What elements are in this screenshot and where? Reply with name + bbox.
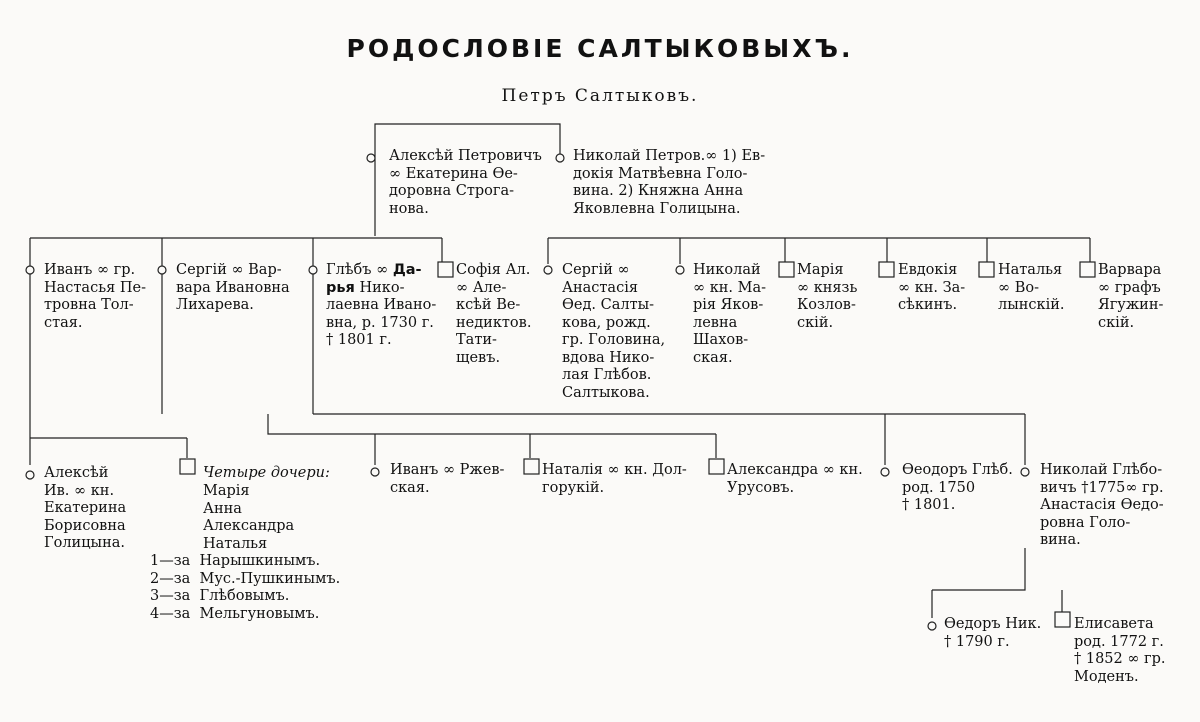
text-line: Голицына. [44, 535, 125, 551]
text-line: лынскій. [998, 297, 1065, 313]
text-line: Александра ∞ кн. [727, 462, 863, 478]
text-line: Алексѣй Петровичъ [389, 148, 542, 164]
text-line: вна, р. 1730 г. [326, 314, 434, 331]
person-natalia-g [542, 462, 687, 497]
text-line: Нико- [354, 279, 405, 296]
text-line: скій. [1098, 314, 1135, 331]
text-line: рія Яков- [693, 297, 764, 313]
male-marker [26, 266, 34, 274]
text-line: Анастасія [562, 279, 638, 296]
person-gleb [326, 262, 436, 350]
text-line: скій. [797, 314, 834, 331]
text-line: † 1790 г. [944, 633, 1010, 650]
text-line: ровна Голо- [1040, 514, 1131, 531]
text-line: Сергій ∞ [562, 262, 630, 278]
text-line: вичъ †1775∞ гр. [1040, 479, 1164, 496]
person-sergei-a [176, 262, 290, 315]
text-line: вара Ивановна [176, 279, 290, 296]
text-line: Наталья [998, 262, 1063, 278]
female-marker [779, 262, 794, 277]
person-nikolai-petrov [573, 148, 765, 218]
person-natalia [998, 262, 1065, 315]
text-line: Борисовна [44, 517, 126, 534]
text-line: стая. [44, 314, 83, 331]
text-line: Варвара [1098, 262, 1162, 278]
person-aleksei-iv [44, 465, 126, 553]
text-line: ∞ графъ [1098, 279, 1161, 296]
text-line: ∞ князь [797, 279, 858, 296]
text-line: 2—за Мус.-Пушкинымъ. [150, 570, 341, 587]
text-line: Екатерина [44, 500, 127, 516]
text-line: Шахов- [693, 332, 749, 348]
text-line: Евдокія [898, 262, 958, 278]
text-line: Сергій ∞ Вар- [176, 262, 282, 278]
text-line: ∞ Але- [456, 279, 507, 296]
text-line: Ягужин- [1098, 297, 1164, 313]
text-line: Марія [797, 262, 844, 278]
text-line: горукій. [542, 479, 605, 496]
text-line: щевъ. [456, 349, 501, 366]
text-line: кова, рожд. [562, 314, 651, 331]
text-line: Козлов- [797, 297, 856, 313]
text-line: Николай Глѣбо- [1040, 462, 1163, 478]
text-line: Ѳедоръ Ник. [944, 616, 1042, 632]
text-line: Лихарева. [176, 297, 254, 313]
text-line: † 1852 ∞ гр. [1074, 651, 1166, 667]
text-line: Алексѣй [44, 465, 109, 481]
text-line: † 1801 г. [326, 332, 392, 348]
female-marker [1080, 262, 1095, 277]
female-marker [709, 459, 724, 474]
text-line: Наталія ∞ кн. Дол- [542, 462, 687, 478]
person-fedor-g [902, 462, 1013, 515]
female-marker [524, 459, 539, 474]
person-elisaveta [1074, 616, 1166, 686]
person-nikolai-g [1040, 462, 1164, 550]
text-line: Иванъ ∞ гр. [44, 262, 136, 278]
person-aleksandra-g [727, 462, 863, 497]
text-line: Анна [203, 500, 242, 517]
male-marker [928, 622, 936, 630]
nikolai-branch-line [548, 238, 1090, 264]
male-marker [367, 154, 375, 162]
text-line: нова. [389, 200, 429, 217]
male-marker [676, 266, 684, 274]
male-marker [309, 266, 317, 274]
person-ivan-g [390, 462, 504, 497]
male-marker [158, 266, 166, 274]
text-line: Марія [203, 483, 250, 499]
text-line: лаевна Ивано- [326, 297, 437, 313]
male-marker [26, 471, 34, 479]
text-line: тровна Тол- [44, 297, 134, 313]
female-marker [979, 262, 994, 277]
text-line: Ив. ∞ кн. [44, 482, 115, 499]
male-marker [556, 154, 564, 162]
text-line: ∞ кн. За- [898, 279, 966, 296]
text-line: Софія Ал. [456, 262, 531, 278]
text-line: 4—за Мельгуновымъ. [150, 605, 320, 622]
daughters-marriages [150, 553, 340, 623]
text-line: сѣкинъ. [898, 297, 958, 313]
text-line: род. 1772 г. [1074, 633, 1164, 650]
text-line: докія Матвѣевна Голо- [573, 165, 748, 182]
female-marker [180, 459, 195, 474]
male-marker [881, 468, 889, 476]
text-line: 3—за Глѣбовымъ. [150, 588, 290, 604]
text-line: ская. [390, 479, 430, 496]
text-line: Ѳеодоръ Глѣб. [902, 462, 1013, 478]
text-line: Настасья Пе- [44, 279, 146, 296]
text-line: 1—за Нарышкинымъ. [150, 553, 321, 569]
person-aleksei-petrovich [389, 148, 542, 218]
nikolai-g-branch-line [932, 548, 1062, 618]
text-line: вдова Нико- [562, 349, 655, 366]
text-line: ∞ кн. Ма- [693, 279, 767, 296]
text-line: Наталья [203, 535, 268, 552]
text-line: Анастасія Ѳедо- [1040, 497, 1164, 513]
text-line: гр. Головина, [562, 332, 666, 348]
text-line: вина. [1040, 532, 1081, 548]
text-line: ская. [693, 349, 733, 366]
male-marker [544, 266, 552, 274]
root-person: Петръ Салтыковъ. [501, 86, 699, 106]
person-evdokia [898, 262, 965, 315]
text-line: Николай [693, 262, 761, 278]
text-line: доровна Строга- [389, 183, 515, 199]
person-fedor-n [944, 616, 1041, 651]
text-line: Ѳед. Салты- [562, 297, 655, 313]
gleb-wife-bold-2: рья [326, 279, 355, 296]
four-daughters-label: Четыре дочери: [203, 465, 330, 481]
text-line: Урусовъ. [727, 479, 795, 496]
page-title: РОДОСЛОВІЕ САЛТЫКОВЫХЪ. [346, 34, 854, 63]
text-line: † 1801. [902, 497, 956, 513]
person-maria [797, 262, 857, 332]
text-line: Иванъ ∞ Ржев- [390, 462, 505, 478]
person-nikolai-n [693, 262, 766, 367]
text-line: Александра [203, 518, 295, 534]
female-marker [438, 262, 453, 277]
text-line: род. 1750 [902, 479, 976, 496]
text-line: Елисавета [1074, 616, 1154, 632]
text-line: лая Глѣбов. [562, 367, 652, 383]
text-line: вина. 2) Княжна Анна [573, 183, 744, 199]
gleb-name: Глѣбъ ∞ [326, 262, 393, 278]
female-marker [1055, 612, 1070, 627]
person-ivan [44, 262, 146, 332]
text-line: ксѣй Ве- [456, 297, 521, 313]
text-line: Салтыкова. [562, 384, 650, 401]
person-sofia [456, 262, 531, 367]
male-marker [1021, 468, 1029, 476]
person-sergei-n [562, 262, 665, 402]
text-line: Тати- [456, 332, 497, 348]
text-line: ∞ Екатерина Ѳе- [389, 165, 518, 182]
male-marker [371, 468, 379, 476]
text-line: левна [693, 314, 738, 331]
four-daughters-list [203, 483, 294, 553]
text-line: Моденъ. [1074, 668, 1139, 685]
text-line: Николай Петров.∞ 1) Ев- [573, 148, 766, 164]
person-varvara [1098, 262, 1163, 332]
text-line: ∞ Во- [998, 279, 1039, 296]
text-line: недиктов. [456, 314, 532, 331]
text-line: Яковлевна Голицына. [573, 200, 741, 217]
gleb-wife-bold: Да- [392, 262, 422, 278]
female-marker [879, 262, 894, 277]
gleb-branch-line [268, 414, 1025, 465]
